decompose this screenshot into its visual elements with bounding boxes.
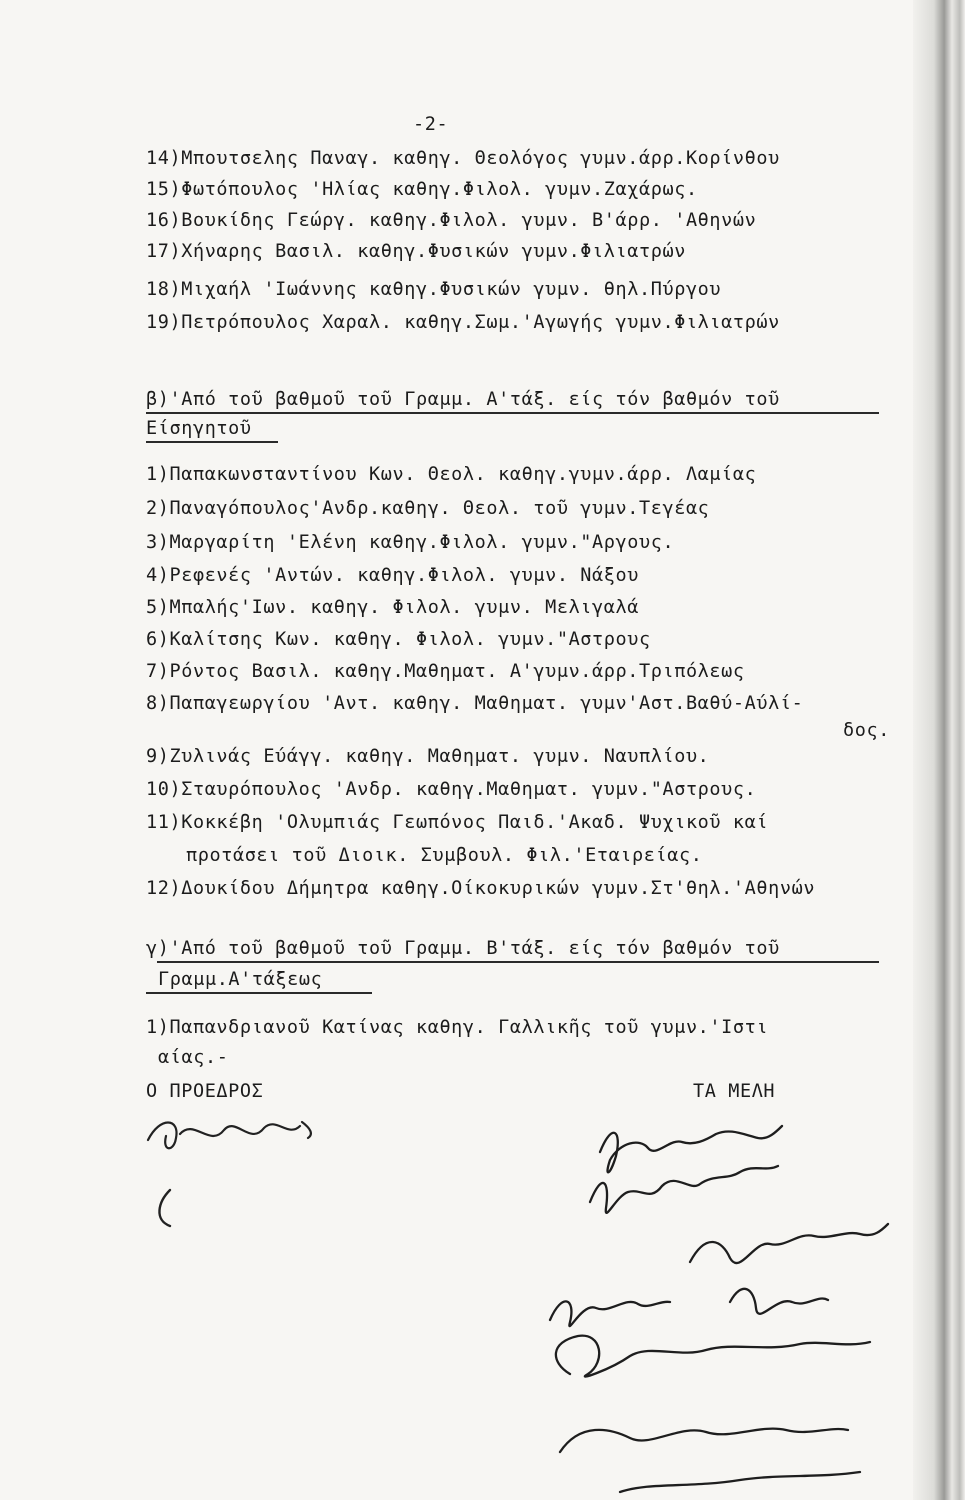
list-item: 18)Μιχαήλ 'Ιωάννης καθηγ.Φυσικών γυμν. θηλ.Πύργου [146, 279, 722, 300]
president-label: Ο ΠΡΟΕΔΡΟΣ [146, 1081, 264, 1102]
section-b-underline [146, 412, 879, 414]
page-number: -2- [413, 114, 449, 135]
list-item: 5)Μπαλής'Ιων. καθηγ. Φιλολ. γυμν. Μελιγαλά [146, 597, 639, 618]
list-item: 12)Δουκίδου Δήμητρα καθηγ.Οίκοκυρικών γυμν.Στ'θηλ.'Αθηνών [146, 878, 816, 899]
members-label: ΤΑ ΜΕΛΗ [693, 1081, 776, 1102]
president-signature [140, 1108, 340, 1258]
list-item: 9)Ζυλινάς Εύάγγ. καθηγ. Μαθηματ. γυμν. Ναυπλίου. [146, 746, 710, 767]
binding-edge [913, 0, 965, 1500]
section-c-underline-2 [146, 992, 372, 994]
list-item: 17)Χήναρης Βασιλ. καθηγ.Φυσικών γυμν.Φιλιατρών [146, 241, 686, 262]
list-item: 1)Παπανδριανοῦ Κατίνας καθηγ. Γαλλικῆς τοῦ γυμν.'Ιστι [146, 1017, 769, 1038]
section-c-heading-cont: Γραμμ.Α'τάξεως [158, 969, 323, 990]
list-item-continuation: δος. [843, 720, 890, 741]
list-item-continuation: αίας.- [158, 1047, 229, 1068]
list-item: 11)Κοκκέβη 'Ολυμπιάς Γεωπόνος Παιδ.'Ακαδ. Ψυχικοῦ καί [146, 812, 769, 833]
section-c-underline [157, 961, 879, 963]
list-item-continuation: προτάσει τοῦ Διοικ. Συμβουλ. Φιλ.'Εταιρείας. [186, 845, 703, 866]
list-item: 2)Παναγόπουλος'Ανδρ.καθηγ. Θεολ. τοῦ γυμν.Τεγέας [146, 498, 710, 519]
section-b-underline-2 [146, 441, 278, 443]
section-b-heading: β)'Από τοῦ βαθμοῦ τοῦ Γραμμ. Α'τάξ. είς τόν βαθμόν τοῦ [146, 389, 780, 410]
list-item: 14)Μπουτσελης Παναγ. καθηγ. Θεολόγος γυμν.άρρ.Κορίνθου [146, 148, 780, 169]
list-item: 10)Σταυρόπουλος 'Ανδρ. καθηγ.Μαθηματ. γυμν."Αστρους. [146, 779, 757, 800]
list-item: 6)Καλίτσης Κων. καθηγ. Φιλολ. γυμν."Αστρους [146, 629, 651, 650]
list-item: 16)Βουκίδης Γεώργ. καθηγ.Φιλολ. γυμν. Β'άρρ. 'Αθηνών [146, 210, 757, 231]
list-item: 4)Ρεφενές 'Αντών. καθηγ.Φιλολ. γυμν. Νάξου [146, 565, 639, 586]
section-b-heading-cont: Είσηγητοῦ [146, 418, 252, 439]
list-item: 1)Παπακωνσταντίνου Κων. Θεολ. καθηγ.γυμν.άρρ. Λαμίας [146, 464, 757, 485]
list-item: 8)Παπαγεωργίου 'Αντ. καθηγ. Μαθηματ. γυμν'Αστ.Βαθύ-Αύλί- [146, 693, 804, 714]
list-item: 15)Φωτόπουλος 'Ηλίας καθηγ.Φιλολ. γυμν.Ζαχάρως. [146, 179, 698, 200]
list-item: 3)Μαργαρίτη 'Ελένη καθηγ.Φιλολ. γυμν."Αργους. [146, 532, 675, 553]
list-item: 19)Πετρόπουλος Χαραλ. καθηγ.Σωμ.'Αγωγής γυμν.Φιλιατρών [146, 312, 780, 333]
member-signatures [530, 1112, 900, 1500]
list-item: 7)Ρόντος Βασιλ. καθηγ.Μαθηματ. Α'γυμν.άρρ.Τριπόλεως [146, 661, 745, 682]
section-c-heading: γ)'Από τοῦ βαθμοῦ τοῦ Γραμμ. Β'τάξ. είς τόν βαθμόν τοῦ [146, 938, 780, 959]
